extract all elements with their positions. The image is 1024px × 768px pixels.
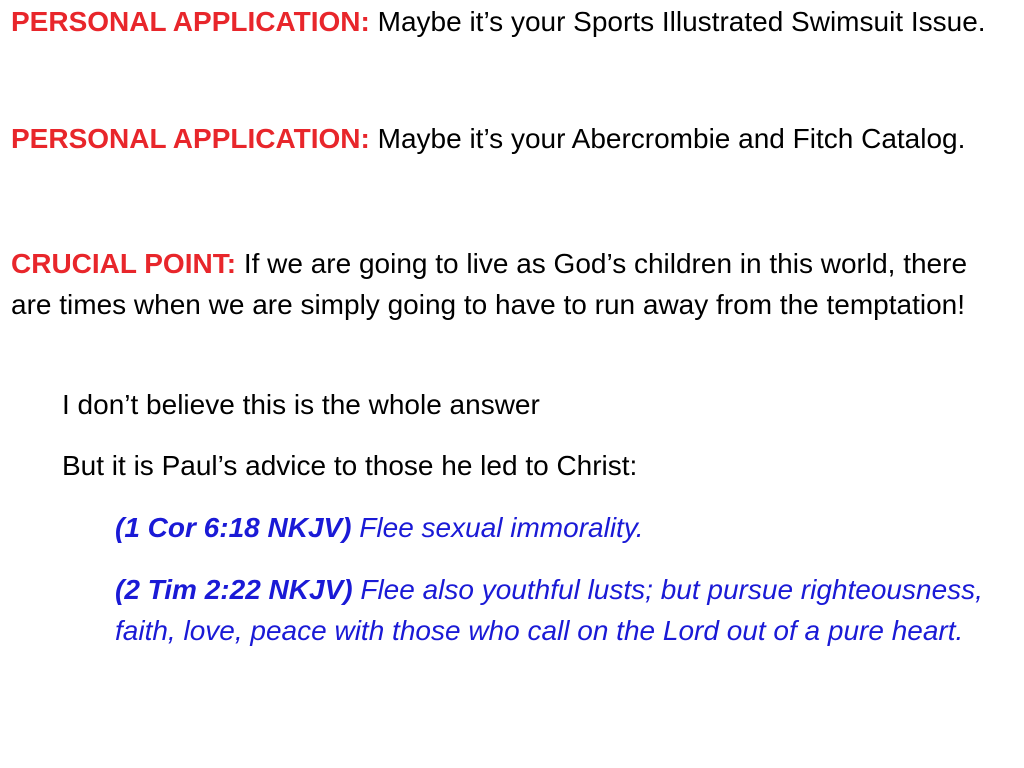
paragraph-personal-application-1 — [11, 7, 1011, 37]
paragraph-personal-application-2 — [11, 124, 1011, 154]
paragraph-crucial-point — [11, 243, 1011, 325]
verse-2-tim-2-22 — [115, 569, 1015, 651]
verse-text: Flee sexual immorality. — [351, 512, 644, 543]
paragraph-text: If we are going to live as God’s children in this world, there are times when we are simply going to have to run away from the temptation! — [11, 248, 968, 320]
point-whole-answer: I don’t believe this is the whole answer — [62, 389, 540, 420]
verse-1-cor-6-18 — [115, 507, 1015, 548]
verse-reference: (1 Cor 6:18 NKJV) — [115, 512, 352, 543]
paragraph-text: Maybe it’s your Abercrombie and Fitch Catalog. — [369, 123, 966, 154]
paragraph-label: PERSONAL APPLICATION: — [11, 6, 370, 37]
paragraph-label: PERSONAL APPLICATION: — [11, 123, 370, 154]
paragraph-label: CRUCIAL POINT: — [11, 248, 237, 279]
point-pauls-advice: But it is Paul’s advice to those he led to Christ: — [62, 450, 638, 481]
verse-text: Flee also youthful lusts; but pursue righteousness, faith, love, peace with those who call on the Lord out of a pure heart. — [115, 574, 983, 646]
paragraph-text: Maybe it’s your Sports Illustrated Swimsuit Issue. — [369, 6, 986, 37]
verse-reference: (2 Tim 2:22 NKJV) — [115, 574, 353, 605]
